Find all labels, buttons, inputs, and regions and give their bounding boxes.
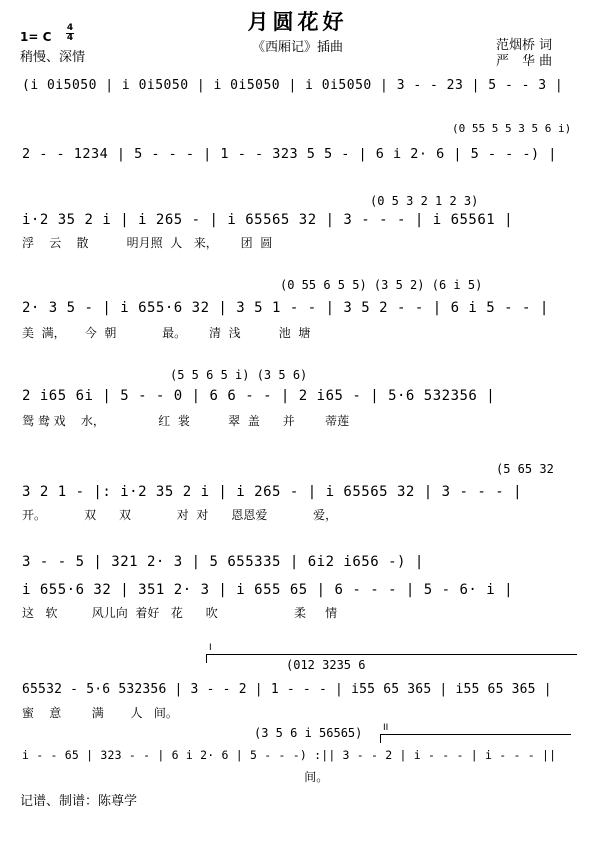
time-signature [66, 24, 74, 43]
intro-phrase: (0 5 3 2 1 2 3) [370, 194, 479, 208]
lyric-line: 间。 [22, 770, 329, 784]
song-title: 月圆花好 [247, 9, 348, 34]
intro-phrase: (012 3235 6 [286, 658, 366, 672]
lyricist-credit: 范烟桥 词 [496, 38, 553, 53]
intro-phrase: (0 55 6 5 5) (3 5 2) (6 i 5) [280, 278, 483, 292]
intro-phrase: (3 5 6 i 56565) [254, 726, 363, 740]
intro-phrase: (5 5 6 5 i) (3 5 6) [170, 368, 308, 382]
notation-line: i - - 65 | 323 - - | 6 i 2· 6 | 5 - - -) :|| 3 - - 2 | i - - - | i - - - || [22, 748, 557, 762]
notation-line: 65532 - 5·6 532356 | 3 - - 2 | 1 - - - | i55 65 365 | i55 65 365 | [22, 682, 552, 697]
intro-phrase: (5 65 32 [496, 462, 554, 476]
intro-phrase: (0 55 5 5 3 5 6 i) [452, 122, 572, 135]
key-signature: 1= C [20, 30, 52, 44]
transcriber-credit: 记谱、制谱：陈尊学 [20, 794, 138, 809]
tempo-marking: 稍慢、深情 [20, 50, 86, 65]
lyric-line: 开。 双 双 对 对 恩恩爱 爱， [22, 508, 338, 522]
notation-line: (i 0i5050 | i 0i5050 | i 0i5050 | i 0i5050 | 3 - - 23 | 5 - - 3 | [22, 78, 564, 93]
composer-credit: 严 华 曲 [496, 54, 553, 69]
song-subtitle: 《西厢记》插曲 [251, 40, 343, 55]
volta-first-ending: I [206, 654, 577, 663]
notation-line-upper: 3 - - 5 | 321 2· 3 | 5 655335 | 6i2 i656 -) | [22, 554, 424, 570]
volta-second-ending: II [380, 734, 571, 743]
notation-line: i·2 35 2 i | i 265 - | i 65565 32 | 3 - - - | i 65561 | [22, 212, 514, 228]
lyric-line: 鸳 鸯 戏 水， 红 裳 翠 盖 并 蒂莲 [22, 414, 350, 428]
lyric-line: 蜜 意 满 人 间。 [22, 706, 178, 720]
notation-line: 2· 3 5 - | i 655·6 32 | 3 5 1 - - | 3 5 2 - - | 6 i 5 - - | [22, 300, 549, 316]
lyric-line: 这 软 风儿向 着好 花 吹 柔 情 [22, 606, 338, 620]
notation-line: 2 - - 1234 | 5 - - - | 1 - - 323 5 5 - | 6 i 2· 6 | 5 - - -) | [22, 146, 557, 162]
lyric-line: 浮 云 散 明月照 人 来， 团 圆 [22, 236, 273, 250]
meter-top: 4 [66, 23, 74, 33]
lyric-line: 美 满， 今 朝 最。 清 浅 池 塘 [22, 326, 311, 340]
notation-line-lower: i 655·6 32 | 351 2· 3 | i 655 65 | 6 - - - | 5 - 6· i | [22, 582, 514, 598]
notation-line: 2 i65 6i | 5 - - 0 | 6 6 - - | 2 i65 - | 5·6 532356 | [22, 388, 496, 404]
notation-line: 3 2 1 - |: i·2 35 2 i | i 265 - | i 65565 32 | 3 - - - | [22, 484, 523, 500]
meter-bottom: 4 [66, 33, 74, 43]
